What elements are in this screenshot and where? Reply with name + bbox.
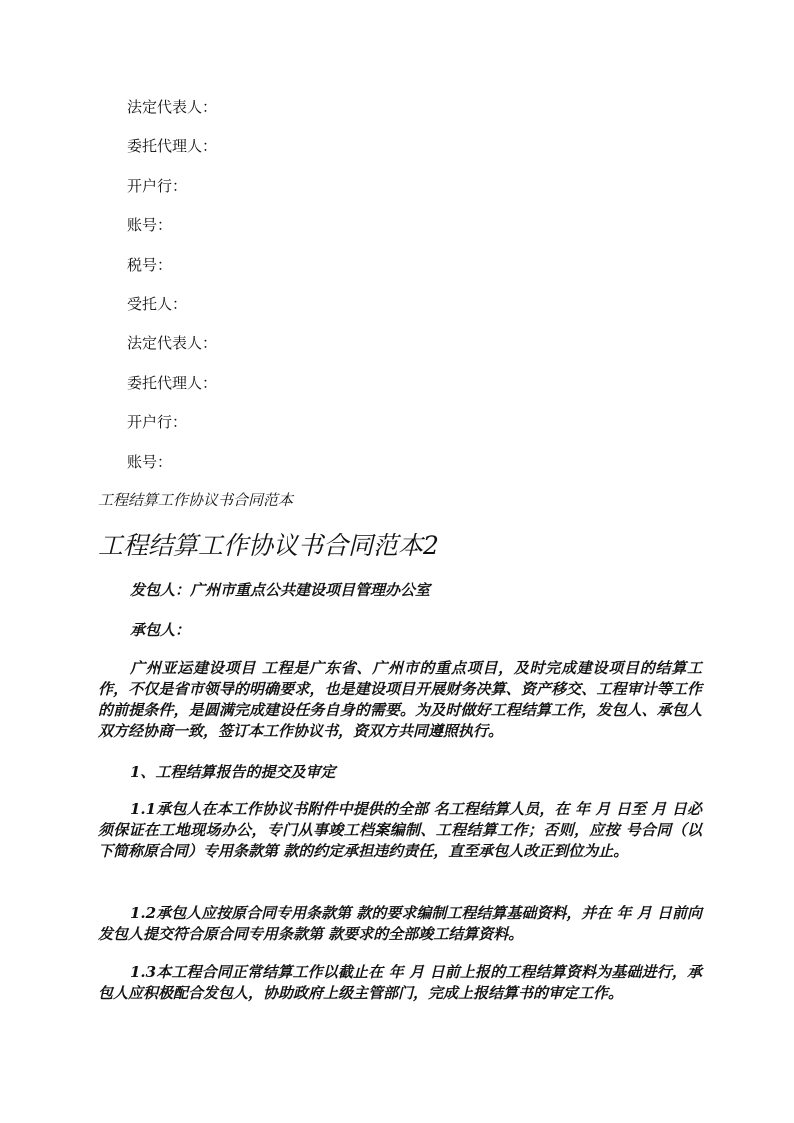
intro-paragraph: 广州亚运建设项目 工程是广东省、广州市的重点项目，及时完成建设项目的结算工作，不仅是省市领导的明确要求，也是建设项目开展财务决算、资产移交、工程审计等工作的前提条件，是圆满完成建设任务自身的需要。为及时做好工程结算工作，发包人、承包人双方经协商一致，签订本工作协议书，资双方共同遵照执行。 xyxy=(98,659,702,740)
section-title-small: 工程结算工作协议书合同范本 xyxy=(98,491,294,509)
field-legal-representative-2: 法定代表人： xyxy=(127,334,218,352)
field-account-number-2: 账号： xyxy=(127,453,173,471)
field-authorized-agent-2: 委托代理人： xyxy=(127,374,218,392)
field-authorized-agent: 委托代理人： xyxy=(127,137,218,155)
field-trustee: 受托人： xyxy=(127,295,188,313)
field-bank-2: 开户行： xyxy=(127,413,188,431)
field-legal-representative: 法定代表人： xyxy=(127,98,218,116)
employer-line: 发包人：广州市重点公共建设项目管理办公室 xyxy=(130,581,431,599)
field-bank: 开户行： xyxy=(127,177,188,195)
clause-1-1: 1.1承包人在本工作协议书附件中提供的全部 名工程结算人员，在 年 月 日至 月 日必须保证在工地现场办公，专门从事竣工档案编制、工程结算工作；否则，应按 号合同（以下简称原合同）专用条款第 款的约定承担违约责任，直至承包人改正到位为止。 xyxy=(98,800,702,860)
contractor-line: 承包人： xyxy=(130,621,191,639)
document-title: 工程结算工作协议书合同范本2 xyxy=(98,531,439,560)
clause-1-2: 1.2承包人应按原合同专用条款第 款的要求编制工程结算基础资料，并在 年 月 日前向发包人提交符合原合同专用条款第 款要求的全部竣工结算资料。 xyxy=(98,904,702,943)
field-tax-number: 税号： xyxy=(127,256,173,274)
field-account-number: 账号： xyxy=(127,216,173,234)
section-1-heading: 1、工程结算报告的提交及审定 xyxy=(130,763,336,781)
clause-1-3: 1.3本工程合同正常结算工作以截止在 年 月 日前上报的工程结算资料为基础进行，承包人应积极配合发包人，协助政府上级主管部门，完成上报结算书的审定工作。 xyxy=(98,963,702,1002)
